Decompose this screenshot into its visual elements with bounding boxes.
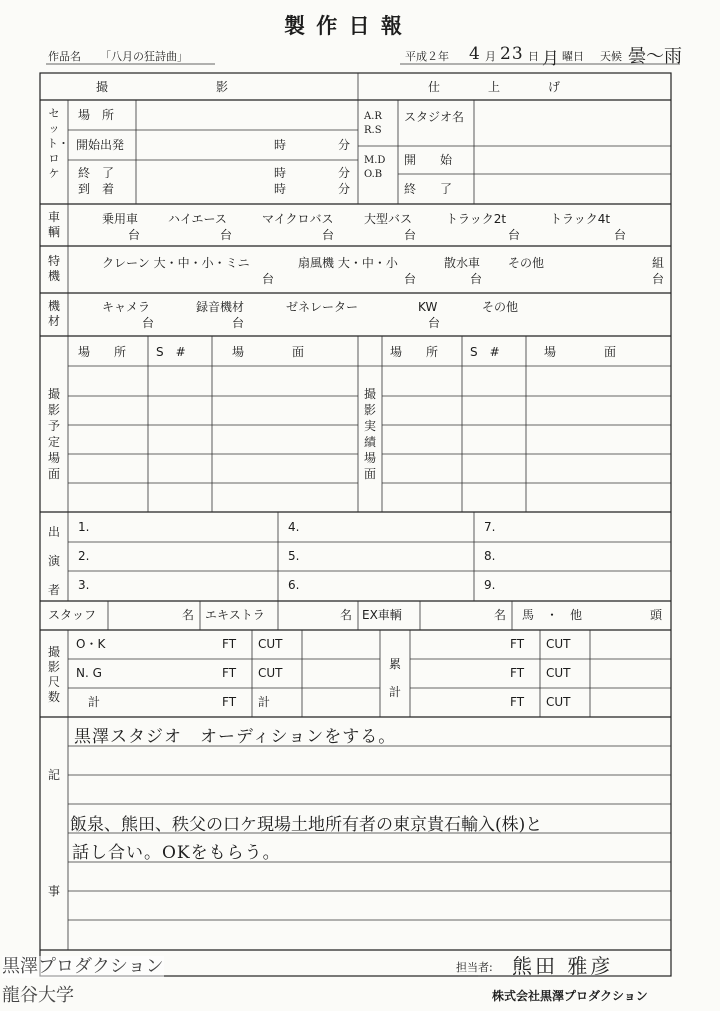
equipment-generator: ゼネレーター: [286, 300, 359, 314]
notes-side-top: 記: [48, 768, 61, 782]
cast-slot-1: 1.: [78, 520, 90, 534]
special-unit-4: 台: [652, 272, 665, 286]
note-line-1: 黒澤スタジオ オーディションをする。: [74, 727, 397, 747]
equipment-kw: KW: [418, 300, 438, 314]
ok-cut: CUT: [258, 637, 283, 651]
ex-vehicle-unit: 名: [494, 608, 507, 622]
cast-slot-4: 4.: [288, 520, 300, 534]
ng-cut: CUT: [258, 666, 283, 680]
horse-label: 馬 ・ 他: [522, 608, 583, 622]
cast-slot-6: 6.: [288, 578, 300, 592]
plan-header-scene-no: S #: [156, 345, 186, 359]
total-ft: FT: [222, 695, 237, 709]
vehicle-microbus: マイクロバス: [262, 212, 334, 226]
equipment-unit-3: 台: [428, 316, 441, 330]
company-name: 株式会社黒澤プロダクション: [492, 989, 648, 1003]
extra-label: エキストラ: [205, 608, 265, 622]
end-hour: 時: [274, 166, 287, 180]
special-sprinkler: 散水車: [444, 256, 481, 270]
start-label: 開 始: [404, 153, 453, 167]
special-other: その他: [508, 256, 545, 270]
work-title-label: 作品名: [48, 50, 81, 63]
weather-label: 天候: [600, 50, 622, 63]
vehicle-truck2t: トラック2t: [446, 212, 507, 226]
shooting-header: 撮 影: [96, 80, 229, 94]
special-crane: クレーン 大・中・小・ミニ: [102, 256, 250, 270]
equipment-unit-2: 台: [232, 316, 245, 330]
total-label: 計: [88, 695, 101, 709]
weather-value: 曇〜雨: [628, 46, 682, 67]
cum-ft-3: FT: [510, 695, 525, 709]
arrive-label: 到 着: [78, 182, 115, 196]
cast-slot-9: 9.: [484, 578, 496, 592]
arrive-hour: 時: [274, 182, 287, 196]
special-unit-2: 台: [404, 272, 417, 286]
md-label: M.D: [364, 155, 386, 166]
weekday-value: 月: [542, 49, 560, 69]
ng-label: N. G: [76, 666, 102, 680]
arrive-minute: 分: [338, 182, 351, 196]
special-unit-3: 台: [470, 272, 483, 286]
ok-ft: FT: [222, 637, 237, 651]
vehicle-unit-1: 台: [128, 228, 141, 242]
note-line-2: 飯泉、熊田、秩父の口ケ現場土地所有者の東京貴石輸入(株)と: [70, 815, 543, 835]
cum-cut-3: CUT: [546, 695, 571, 709]
end-minute: 分: [338, 166, 351, 180]
cum-ft-2: FT: [510, 666, 525, 680]
equipment-other: その他: [482, 300, 519, 314]
work-title-value: 「八月の狂詩曲」: [100, 50, 188, 63]
vehicle-unit-5: 台: [508, 228, 521, 242]
staff-unit: 名: [182, 608, 195, 622]
person-name: 熊田 雅彦: [512, 954, 614, 978]
cast-slot-3: 3.: [78, 578, 90, 592]
equipment-side-label: 機材: [47, 299, 60, 328]
plan-side-label: 撮影予定場面: [47, 387, 60, 481]
vehicle-unit-3: 台: [322, 228, 335, 242]
ex-vehicle-label: EX車輌: [362, 608, 402, 622]
ng-ft: FT: [222, 666, 237, 680]
equipment-audio: 録音機材: [196, 300, 245, 314]
vehicle-unit-2: 台: [220, 228, 233, 242]
special-side-label: 特機: [47, 254, 60, 283]
cumulative-label: 累計: [388, 657, 401, 699]
vehicle-unit-4: 台: [404, 228, 417, 242]
finish-label: 終 了: [404, 182, 453, 196]
special-fan: 扇風機 大・中・小: [298, 256, 398, 270]
cum-ft-1: FT: [510, 637, 525, 651]
ar-label: A.R: [364, 111, 382, 122]
special-unit-set: 組: [652, 256, 665, 270]
equipment-unit-1: 台: [142, 316, 155, 330]
notes-side-bottom: 事: [48, 884, 61, 898]
plan-header-place: 場 所: [78, 345, 127, 359]
staff-label: スタッフ: [48, 608, 97, 622]
cum-cut-2: CUT: [546, 666, 571, 680]
vehicle-unit-6: 台: [614, 228, 627, 242]
footage-side-label: 撮影尺数: [47, 645, 60, 704]
cast-slot-2: 2.: [78, 549, 90, 563]
plan-header-scene: 場 面: [232, 345, 305, 359]
total-cut: 計: [258, 695, 271, 709]
cast-slot-8: 8.: [484, 549, 496, 563]
person-label: 担当者:: [456, 961, 493, 974]
extra-unit: 名: [340, 608, 353, 622]
era-label: 平成２年: [405, 50, 449, 63]
vehicle-truck4t: トラック4t: [550, 212, 611, 226]
vehicle-hiace: ハイエース: [168, 212, 227, 226]
actual-header-scene-no: S #: [470, 345, 500, 359]
day-label: 日: [528, 50, 539, 63]
depart-minute: 分: [338, 138, 351, 152]
actual-header-place: 場 所: [390, 345, 439, 359]
ok-label: O・K: [76, 637, 106, 651]
vehicles-side-label: 車輌: [47, 210, 60, 239]
note-line-3: 話し合い。OKをもらう。: [72, 843, 281, 863]
weekday-label: 曜日: [562, 50, 584, 63]
rs-label: R.S: [364, 125, 382, 136]
actual-header-scene: 場 面: [544, 345, 617, 359]
vehicle-bus: 大型バス: [364, 212, 413, 226]
page-title: 製 作 日 報: [284, 13, 404, 38]
place-label: 場 所: [78, 108, 115, 122]
setloc-side-label: セット・ロケ: [47, 107, 69, 180]
finishing-header: 仕 上 げ: [428, 80, 561, 94]
horse-unit: 頭: [650, 608, 663, 622]
watermark-line-1: 黒澤プロダクション: [2, 956, 164, 977]
cum-cut-1: CUT: [546, 637, 571, 651]
day-value: 23: [500, 44, 524, 64]
actual-side-label: 撮影実績場面: [363, 387, 376, 481]
month-value: 4: [469, 44, 481, 64]
cast-slot-5: 5.: [288, 549, 300, 563]
end-label: 終 了: [78, 166, 115, 180]
depart-hour: 時: [274, 138, 287, 152]
watermark-line-2: 龍谷大学: [2, 985, 74, 1006]
cast-slot-7: 7.: [484, 520, 496, 534]
studio-label: スタジオ名: [404, 110, 465, 124]
special-unit-1: 台: [262, 272, 275, 286]
ob-label: O.B: [364, 169, 383, 180]
month-label: 月: [485, 50, 496, 63]
vehicle-sedan: 乗用車: [102, 212, 139, 226]
depart-label: 開始出発: [76, 138, 125, 152]
cast-side-label: 出演者: [47, 525, 60, 597]
equipment-camera: キャメラ: [102, 300, 151, 314]
